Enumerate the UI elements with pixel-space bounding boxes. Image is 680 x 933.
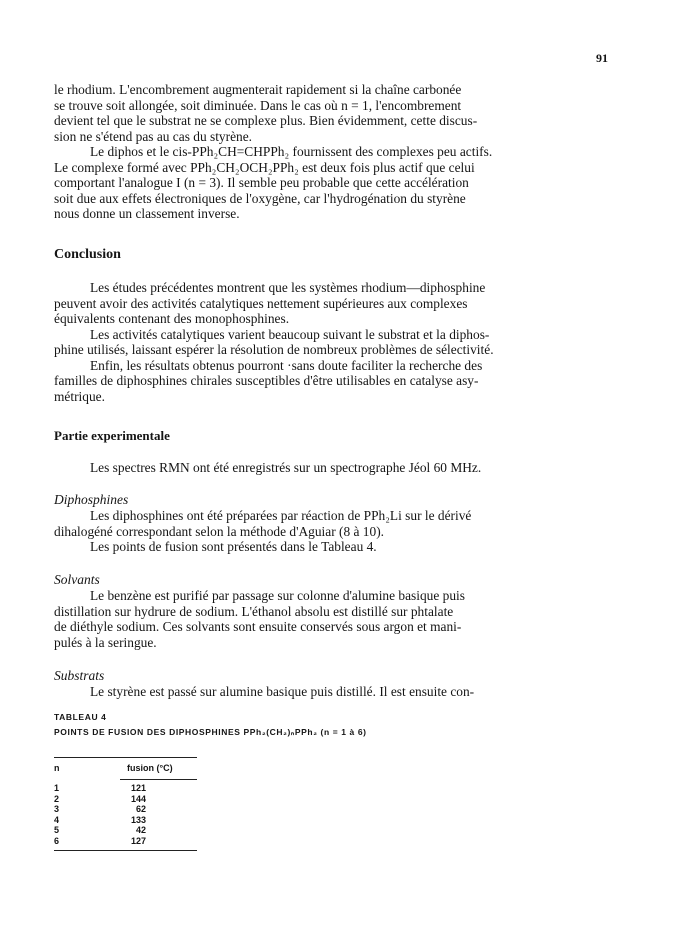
text-line: Les diphosphines ont été préparées par réaction de PPh₂Li sur le dérivé <box>90 508 472 523</box>
subhead-diphosphines: Diphosphines <box>54 492 129 507</box>
table-cell-fusion: 121 <box>130 783 146 793</box>
table-cell-n: 2 <box>54 793 60 804</box>
text-line: de diéthyle sodium. Ces solvants sont ensuite conservés sous argon et mani- <box>54 619 462 634</box>
table-cell-n: 5 <box>54 825 60 835</box>
paragraph-solvants <box>54 588 626 650</box>
paragraph-rmn <box>54 460 626 476</box>
text-line: Les activités catalytiques varient beaucoup suivant le substrat et la diphos- <box>90 326 490 342</box>
table-header-n: n <box>54 763 60 773</box>
table-caption: POINTS DE FUSION DES DIPHOSPHINES PPh₂(CH₂)ₙPPh₂ (n = 1 à 6) <box>54 727 367 737</box>
heading-conclusion: Conclusion <box>54 247 121 262</box>
table-cell-n: 3 <box>54 804 60 814</box>
subhead-substrats: Substrats <box>54 668 105 683</box>
table-cell-n: 6 <box>54 835 60 846</box>
page-number: 91 <box>596 51 608 65</box>
text-line: Le complexe formé avec PPh₂CH₂OCH₂PPh₂ est deux fois plus actif que celui <box>54 159 475 175</box>
text-line: équivalents contenant des monophosphines. <box>54 311 290 326</box>
text-line: Le styrène est passé sur alumine basique puis distillé. Il est ensuite con- <box>90 684 475 699</box>
text-line: devient tel que le substrat ne se complexe plus. Bien évidemment, cette discus- <box>54 113 478 128</box>
text-line: distillation sur hydrure de sodium. L'éthanol absolu est distillé sur phtalate <box>54 603 454 619</box>
paragraph-intro <box>54 82 626 222</box>
table-rule-bottom <box>54 850 197 851</box>
table-rule-top <box>54 757 197 758</box>
text-line: Le diphos et le cis-PPh₂CH=CHPPh₂ fournissent des complexes peu actifs. <box>90 144 493 159</box>
table-cell-fusion: 144 <box>130 793 146 804</box>
text-line: Les points de fusion sont présentés dans le Tableau 4. <box>90 539 377 554</box>
text-line: peuvent avoir des activités catalytiques nettement supérieures aux complexes <box>54 295 468 311</box>
table-cell-n: 4 <box>54 814 60 825</box>
table-cell-fusion: 133 <box>130 814 146 825</box>
text-line: familles de diphosphines chirales susceptibles d'être utilisables en catalyse asy- <box>54 373 479 388</box>
paragraph-substrats <box>54 684 626 700</box>
text-line: soit due aux effets électroniques de l'oxygène, car l'hydrogénation du styrène <box>54 190 466 206</box>
text-line: comportant l'analogue I (n = 3). Il semble peu probable que cette accélération <box>54 175 469 190</box>
table-label: TABLEAU 4 <box>54 712 107 722</box>
text-line: Les spectres RMN ont été enregistrés sur un spectrographe Jéol 60 MHz. <box>90 460 482 475</box>
text-line: pulés à la seringue. <box>54 634 157 650</box>
text-line: Enfin, les résultats obtenus pourront ·sans doute faciliter la recherche des <box>90 357 483 373</box>
paragraph-conclusion <box>54 280 626 404</box>
text-line: Le benzène est purifié par passage sur colonne d'alumine basique puis <box>90 588 465 603</box>
paragraph-diphosphines <box>54 508 626 555</box>
table-cell-n: 1 <box>54 783 60 793</box>
subhead-solvants: Solvants <box>54 572 100 587</box>
table-rule-header <box>120 779 197 780</box>
text-line: le rhodium. L'encombrement augmenterait rapidement si la chaîne carbonée <box>54 82 462 97</box>
text-line: Les études précédentes montrent que les systèmes rhodium—diphosphine <box>90 280 486 295</box>
table-cell-fusion: 42 <box>135 825 146 835</box>
text-line: nous donne un classement inverse. <box>54 206 240 221</box>
text-line: dihalogéné correspondant selon la méthode d'Aguiar (8 à 10). <box>54 523 385 539</box>
table-header-fusion: fusion (°C) <box>127 763 173 773</box>
text-line: métrique. <box>54 388 105 404</box>
text-line: se trouve soit allongée, soit diminuée. Dans le cas où n = 1, l'encombrement <box>54 97 462 113</box>
heading-experimental: Partie experimentale <box>54 428 170 443</box>
text-line: sion ne s'étend pas au cas du styrène. <box>54 128 253 144</box>
table-cell-fusion: 62 <box>135 804 146 814</box>
text-line: phine utilisés, laissant espérer la résolution de nombreux problèmes de sélectivité. <box>54 342 494 357</box>
table-cell-fusion: 127 <box>130 835 146 846</box>
